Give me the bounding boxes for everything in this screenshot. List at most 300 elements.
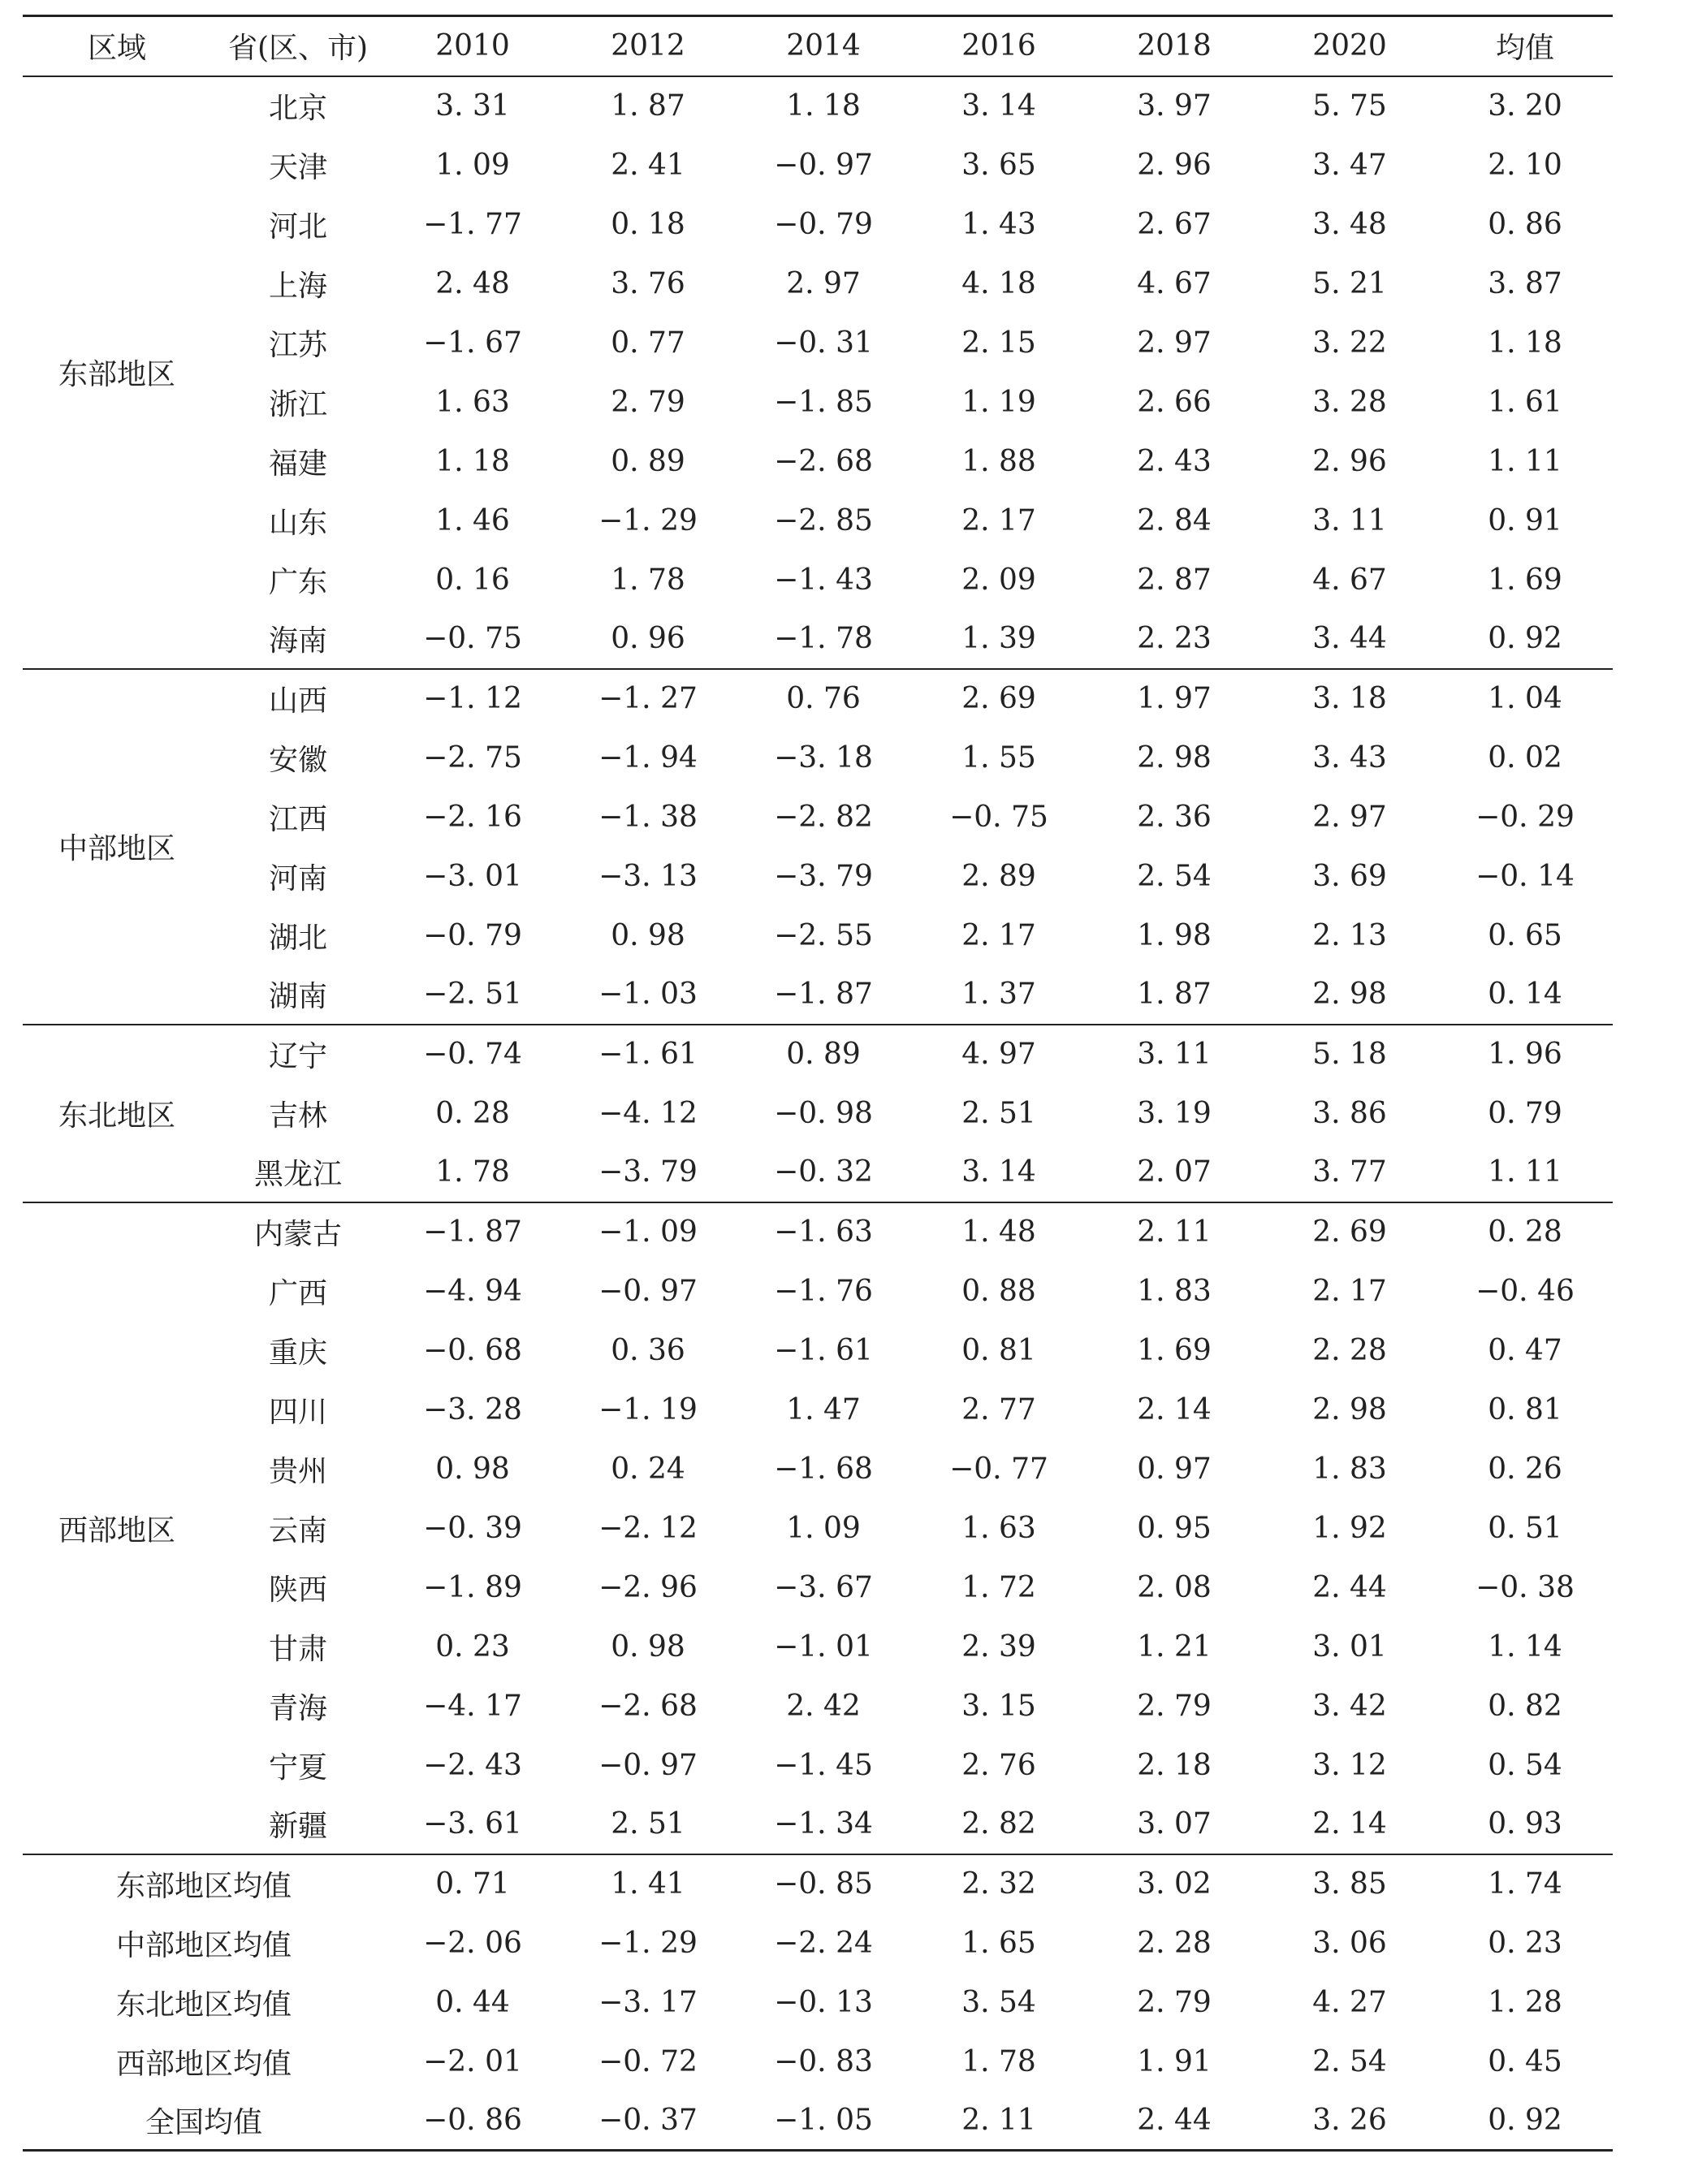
table-row xyxy=(23,1321,1613,1380)
value-cell: 0. 02 xyxy=(1488,740,1562,775)
value-cell: 2. 41 xyxy=(611,148,685,182)
value-cell: 0. 71 xyxy=(385,1854,560,1914)
value-cell: 2. 98 xyxy=(1137,740,1212,775)
value-cell: 2. 97 xyxy=(786,266,861,300)
value-cell: 3. 26 xyxy=(1262,2091,1437,2151)
value-cell: 1. 97 xyxy=(1087,669,1262,728)
value-cell: −0. 74 xyxy=(385,1025,560,1084)
value-cell: 2. 15 xyxy=(961,326,1036,360)
value-cell: 2. 08 xyxy=(1137,1570,1212,1604)
value-cell: 0. 65 xyxy=(1488,918,1562,952)
value-cell: 1. 92 xyxy=(1312,1511,1387,1545)
value-cell: 0. 81 xyxy=(961,1333,1036,1367)
value-cell: 0. 88 xyxy=(961,1274,1036,1308)
table-row xyxy=(23,1262,1613,1321)
value-cell: −0. 14 xyxy=(1475,859,1575,893)
value-cell: 2. 14 xyxy=(1137,1392,1212,1427)
table-row xyxy=(23,254,1613,313)
value-cell: 0. 93 xyxy=(1488,1807,1562,1841)
table-row xyxy=(23,373,1613,432)
summary-label: 全国均值 xyxy=(23,2091,385,2151)
value-cell: 1. 91 xyxy=(1137,2044,1212,2078)
summary-label: 东北地区均值 xyxy=(115,1988,292,2022)
province-name: 内蒙古 xyxy=(211,1202,385,1262)
value-cell: 1. 83 xyxy=(1312,1452,1387,1486)
value-cell: 3. 47 xyxy=(1312,148,1387,182)
value-cell: 2. 11 xyxy=(1087,1202,1262,1262)
value-cell: 2. 87 xyxy=(1137,563,1212,597)
value-cell: 2. 28 xyxy=(1137,1926,1212,1960)
value-cell: 1. 37 xyxy=(961,978,1036,1011)
value-cell: 3. 44 xyxy=(1312,622,1387,655)
value-cell: 2. 10 xyxy=(1488,148,1562,182)
province-name: 北京 xyxy=(211,76,385,136)
value-cell: 3. 19 xyxy=(1137,1096,1212,1130)
province-name: 安徽 xyxy=(268,743,327,777)
value-cell: 0. 45 xyxy=(1488,2044,1562,2078)
value-cell: −4. 94 xyxy=(423,1274,522,1308)
value-cell: −1. 09 xyxy=(560,1202,736,1262)
value-cell: 1. 98 xyxy=(1137,918,1212,952)
value-cell: 2. 17 xyxy=(961,918,1036,952)
value-cell: 3. 11 xyxy=(1312,503,1387,537)
value-cell: 1. 88 xyxy=(961,444,1036,478)
value-cell: 2. 98 xyxy=(1312,978,1387,1011)
value-cell: 0. 98 xyxy=(611,1629,685,1664)
value-cell: −1. 45 xyxy=(774,1748,873,1782)
value-cell: 2. 84 xyxy=(1137,503,1212,537)
value-cell: 2. 54 xyxy=(1137,859,1212,893)
value-cell: −0. 13 xyxy=(774,1985,873,2019)
province-name: 云南 xyxy=(268,1513,327,1547)
value-cell: 0. 16 xyxy=(435,563,510,597)
value-cell: 2. 09 xyxy=(961,563,1036,597)
value-cell: 0. 54 xyxy=(1488,1748,1562,1782)
value-cell: −1. 29 xyxy=(598,1926,698,1960)
value-cell: −2. 85 xyxy=(774,503,873,537)
value-cell: −3. 61 xyxy=(423,1807,522,1841)
value-cell: −1. 94 xyxy=(598,740,698,775)
province-name: 广东 xyxy=(268,565,327,599)
value-cell: 1. 46 xyxy=(435,503,510,537)
value-cell: −2. 12 xyxy=(598,1511,698,1545)
value-cell: 2. 69 xyxy=(911,669,1087,728)
value-cell: 2. 32 xyxy=(911,1854,1087,1914)
value-cell: 1. 19 xyxy=(961,385,1036,419)
value-cell: 1. 47 xyxy=(786,1392,861,1427)
province-name: 江西 xyxy=(268,802,327,836)
value-cell: 3. 12 xyxy=(1312,1748,1387,1782)
value-cell: 0. 91 xyxy=(1488,503,1562,537)
value-cell: −3. 17 xyxy=(598,1985,698,2019)
value-cell: −2. 68 xyxy=(598,1689,698,1723)
province-name: 贵州 xyxy=(268,1454,327,1488)
value-cell: 3. 06 xyxy=(1312,1926,1387,1960)
value-cell: −0. 79 xyxy=(774,207,873,241)
province-name: 重庆 xyxy=(268,1336,327,1370)
value-cell: 2. 44 xyxy=(1312,1570,1387,1604)
value-cell: 1. 09 xyxy=(786,1511,861,1545)
table-row xyxy=(23,1143,1613,1202)
table-row xyxy=(23,1677,1613,1736)
value-cell: 3. 65 xyxy=(961,148,1036,182)
value-cell: 0. 24 xyxy=(611,1452,685,1486)
value-cell: 2. 44 xyxy=(1087,2091,1262,2151)
value-cell: 3. 97 xyxy=(1087,76,1262,136)
value-cell: 1. 69 xyxy=(1137,1333,1212,1367)
value-cell: 1. 11 xyxy=(1488,444,1562,478)
value-cell: −1. 43 xyxy=(774,563,873,597)
value-cell: −1. 67 xyxy=(423,326,522,360)
table-row xyxy=(23,1025,1613,1084)
value-cell: 1. 78 xyxy=(611,563,685,597)
value-cell: 3. 14 xyxy=(911,76,1087,136)
table-row xyxy=(23,1795,1613,1854)
value-cell: −0. 75 xyxy=(423,622,522,655)
value-cell: −1. 03 xyxy=(598,978,698,1011)
value-cell: −1. 19 xyxy=(598,1392,698,1427)
value-cell: 2. 51 xyxy=(961,1096,1036,1130)
value-cell: 2. 67 xyxy=(1137,207,1212,241)
value-cell: 2. 97 xyxy=(1312,800,1387,834)
value-cell: 1. 41 xyxy=(560,1854,736,1914)
summary-row xyxy=(23,1973,1613,2032)
value-cell: 0. 89 xyxy=(611,444,685,478)
value-cell: 2. 96 xyxy=(1312,444,1387,478)
value-cell: 0. 47 xyxy=(1488,1333,1562,1367)
table-row xyxy=(23,550,1613,610)
value-cell: 3. 02 xyxy=(1087,1854,1262,1914)
value-cell: 4. 67 xyxy=(1137,266,1212,300)
province-name: 新疆 xyxy=(268,1810,327,1843)
value-cell: 0. 79 xyxy=(1488,1096,1562,1130)
value-cell: 1. 87 xyxy=(560,76,736,136)
value-cell: 0. 92 xyxy=(1488,622,1562,655)
value-cell: 3. 15 xyxy=(961,1689,1036,1723)
header-cell: 2016 xyxy=(911,16,1087,76)
region-label: 东北地区 xyxy=(23,1025,211,1202)
value-cell: 2. 89 xyxy=(961,859,1036,893)
value-cell: 2. 11 xyxy=(911,2091,1087,2151)
value-cell: 1. 96 xyxy=(1437,1025,1613,1084)
value-cell: 3. 14 xyxy=(961,1155,1036,1189)
province-name: 甘肃 xyxy=(268,1632,327,1666)
header-cell: 省(区、市) xyxy=(211,16,385,76)
value-cell: −0. 32 xyxy=(774,1155,873,1189)
value-cell: 5. 18 xyxy=(1262,1025,1437,1084)
summary-row xyxy=(23,2091,1613,2151)
value-cell: 1. 39 xyxy=(961,622,1036,655)
table-row xyxy=(23,1439,1613,1499)
value-cell: 3. 42 xyxy=(1312,1689,1387,1723)
value-cell: 1. 83 xyxy=(1137,1274,1212,1308)
value-cell: 0. 51 xyxy=(1488,1511,1562,1545)
value-cell: 0. 18 xyxy=(611,207,685,241)
value-cell: 0. 36 xyxy=(611,1333,685,1367)
value-cell: −2. 96 xyxy=(598,1570,698,1604)
value-cell: 0. 86 xyxy=(1488,207,1562,241)
table-row xyxy=(23,1558,1613,1617)
table-row xyxy=(23,136,1613,195)
header-cell: 均值 xyxy=(1437,16,1613,76)
value-cell: −0. 37 xyxy=(560,2091,736,2151)
value-cell: 2. 51 xyxy=(611,1807,685,1841)
table-row xyxy=(23,432,1613,491)
value-cell: 2. 42 xyxy=(786,1689,861,1723)
summary-label: 东部地区均值 xyxy=(23,1854,385,1914)
value-cell: −1. 01 xyxy=(774,1629,873,1664)
value-cell: −0. 38 xyxy=(1475,1570,1575,1604)
value-cell: 2. 17 xyxy=(1312,1274,1387,1308)
value-cell: −3. 67 xyxy=(774,1570,873,1604)
value-cell: −0. 79 xyxy=(423,918,522,952)
value-cell: 0. 26 xyxy=(1488,1452,1562,1486)
province-name: 河北 xyxy=(268,209,327,244)
header-cell: 2010 xyxy=(385,16,560,76)
value-cell: −0. 97 xyxy=(598,1748,698,1782)
value-cell: 2. 07 xyxy=(1137,1155,1212,1189)
value-cell: 5. 75 xyxy=(1262,76,1437,136)
value-cell: 2. 66 xyxy=(1137,385,1212,419)
value-cell: −0. 97 xyxy=(598,1274,698,1308)
summary-label: 西部地区均值 xyxy=(115,2047,292,2081)
table-row xyxy=(23,313,1613,373)
value-cell: −1. 68 xyxy=(774,1452,873,1486)
value-cell: −1. 29 xyxy=(598,503,698,537)
province-name: 湖南 xyxy=(268,980,327,1013)
value-cell: 2. 28 xyxy=(1312,1333,1387,1367)
value-cell: −1. 61 xyxy=(560,1025,736,1084)
value-cell: 2. 54 xyxy=(1312,2044,1387,2078)
summary-label: 中部地区均值 xyxy=(115,1928,292,1962)
value-cell: −2. 06 xyxy=(423,1926,522,1960)
header-cell: 2014 xyxy=(736,16,911,76)
province-name: 辽宁 xyxy=(211,1025,385,1084)
table-row xyxy=(23,1380,1613,1439)
table-row xyxy=(23,965,1613,1025)
value-cell: −4. 12 xyxy=(598,1096,698,1130)
value-cell: 0. 23 xyxy=(435,1629,510,1664)
value-cell: 2. 69 xyxy=(1262,1202,1437,1262)
table-row xyxy=(23,1499,1613,1558)
value-cell: 0. 28 xyxy=(1437,1202,1613,1262)
value-cell: 2. 39 xyxy=(961,1629,1036,1664)
value-cell: −0. 39 xyxy=(423,1511,522,1545)
value-cell: 2. 96 xyxy=(1137,148,1212,182)
value-cell: 2. 79 xyxy=(611,385,685,419)
value-cell: 1. 69 xyxy=(1488,563,1562,597)
value-cell: 1. 18 xyxy=(435,444,510,478)
summary-row xyxy=(23,2032,1613,2091)
value-cell: 2. 98 xyxy=(1312,1392,1387,1427)
province-name: 宁夏 xyxy=(268,1750,327,1785)
value-cell: 2. 48 xyxy=(435,266,510,300)
value-cell: 1. 74 xyxy=(1437,1854,1613,1914)
value-cell: −0. 97 xyxy=(774,148,873,182)
province-name: 吉林 xyxy=(268,1098,327,1133)
value-cell: −3. 13 xyxy=(598,859,698,893)
value-cell: −1. 85 xyxy=(774,385,873,419)
value-cell: 4. 18 xyxy=(961,266,1036,300)
value-cell: 3. 85 xyxy=(1262,1854,1437,1914)
value-cell: 2. 43 xyxy=(1137,444,1212,478)
province-name: 河南 xyxy=(268,861,327,896)
table-row xyxy=(23,728,1613,788)
value-cell: −2. 16 xyxy=(423,800,522,834)
province-name: 江苏 xyxy=(268,328,327,362)
value-cell: 3. 18 xyxy=(1262,669,1437,728)
value-cell: −1. 05 xyxy=(736,2091,911,2151)
value-cell: 1. 55 xyxy=(961,740,1036,775)
value-cell: −3. 28 xyxy=(423,1392,522,1427)
header-row xyxy=(23,16,1613,76)
value-cell: −1. 87 xyxy=(774,978,873,1011)
value-cell: −2. 43 xyxy=(423,1748,522,1782)
value-cell: 3. 48 xyxy=(1312,207,1387,241)
province-name: 四川 xyxy=(268,1395,327,1429)
value-cell: 0. 77 xyxy=(611,326,685,360)
value-cell: −2. 24 xyxy=(774,1926,873,1960)
value-cell: −1. 27 xyxy=(560,669,736,728)
value-cell: 0. 89 xyxy=(736,1025,911,1084)
value-cell: −0. 98 xyxy=(774,1096,873,1130)
province-name: 浙江 xyxy=(268,387,327,421)
province-name: 广西 xyxy=(268,1276,327,1310)
table-row xyxy=(23,906,1613,965)
value-cell: −4. 17 xyxy=(423,1689,522,1723)
value-cell: −2. 51 xyxy=(423,978,522,1011)
summary-row xyxy=(23,1854,1613,1914)
table-row xyxy=(23,1736,1613,1795)
province-name: 黑龙江 xyxy=(253,1158,342,1191)
value-cell: 2. 14 xyxy=(1312,1807,1387,1841)
province-name: 上海 xyxy=(268,269,327,303)
value-cell: −1. 63 xyxy=(736,1202,911,1262)
value-cell: 3. 77 xyxy=(1312,1155,1387,1189)
value-cell: 1. 43 xyxy=(961,207,1036,241)
value-cell: −3. 79 xyxy=(598,1155,698,1189)
value-cell: 1. 72 xyxy=(961,1570,1036,1604)
value-cell: 4. 67 xyxy=(1312,563,1387,597)
value-cell: 2. 76 xyxy=(961,1748,1036,1782)
value-cell: −0. 46 xyxy=(1475,1274,1575,1308)
value-cell: 2. 13 xyxy=(1312,918,1387,952)
table-row xyxy=(23,1617,1613,1677)
value-cell: 0. 23 xyxy=(1488,1926,1562,1960)
header-cell: 2012 xyxy=(560,16,736,76)
region-label: 中部地区 xyxy=(23,669,211,1025)
value-cell: 0. 82 xyxy=(1488,1689,1562,1723)
value-cell: −2. 82 xyxy=(774,800,873,834)
value-cell: 2. 79 xyxy=(1137,1689,1212,1723)
value-cell: −1. 77 xyxy=(423,207,522,241)
value-cell: 3. 76 xyxy=(611,266,685,300)
value-cell: −1. 34 xyxy=(774,1807,873,1841)
value-cell: 0. 96 xyxy=(611,622,685,655)
value-cell: −1. 12 xyxy=(385,669,560,728)
value-cell: −1. 89 xyxy=(423,1570,522,1604)
value-cell: −1. 61 xyxy=(774,1333,873,1367)
value-cell: −1. 38 xyxy=(598,800,698,834)
value-cell: 3. 54 xyxy=(961,1985,1036,2019)
value-cell: 2. 36 xyxy=(1137,800,1212,834)
value-cell: −3. 79 xyxy=(774,859,873,893)
value-cell: 2. 23 xyxy=(1137,622,1212,655)
value-cell: 0. 28 xyxy=(435,1096,510,1130)
value-cell: 0. 95 xyxy=(1137,1511,1212,1545)
value-cell: 2. 97 xyxy=(1137,326,1212,360)
value-cell: 1. 18 xyxy=(1488,326,1562,360)
value-cell: 3. 31 xyxy=(385,76,560,136)
value-cell: −0. 85 xyxy=(736,1854,911,1914)
value-cell: −0. 29 xyxy=(1475,800,1575,834)
value-cell: −0. 77 xyxy=(949,1452,1048,1486)
data-table xyxy=(23,15,1613,2152)
table-row xyxy=(23,76,1613,136)
value-cell: 1. 04 xyxy=(1437,669,1613,728)
value-cell: −0. 83 xyxy=(774,2044,873,2078)
value-cell: 1. 21 xyxy=(1137,1629,1212,1664)
value-cell: 3. 22 xyxy=(1312,326,1387,360)
value-cell: 1. 11 xyxy=(1488,1155,1562,1189)
table-row xyxy=(23,669,1613,728)
value-cell: 2. 77 xyxy=(961,1392,1036,1427)
value-cell: 3. 43 xyxy=(1312,740,1387,775)
value-cell: 4. 97 xyxy=(911,1025,1087,1084)
value-cell: 1. 61 xyxy=(1488,385,1562,419)
table-row xyxy=(23,847,1613,906)
summary-row xyxy=(23,1914,1613,1973)
value-cell: 1. 63 xyxy=(435,385,510,419)
province-name: 海南 xyxy=(268,624,327,658)
value-cell: −3. 18 xyxy=(774,740,873,775)
value-cell: 2. 79 xyxy=(1137,1985,1212,2019)
value-cell: 1. 65 xyxy=(961,1926,1036,1960)
value-cell: 3. 86 xyxy=(1312,1096,1387,1130)
value-cell: 1. 87 xyxy=(1137,978,1212,1011)
value-cell: 4. 27 xyxy=(1312,1985,1387,2019)
value-cell: 5. 21 xyxy=(1312,266,1387,300)
value-cell: 3. 01 xyxy=(1312,1629,1387,1664)
table-row xyxy=(23,491,1613,550)
value-cell: −0. 86 xyxy=(385,2091,560,2151)
table-row xyxy=(23,1202,1613,1262)
value-cell: −1. 87 xyxy=(385,1202,560,1262)
value-cell: 1. 18 xyxy=(736,76,911,136)
value-cell: −2. 75 xyxy=(423,740,522,775)
value-cell: 3. 07 xyxy=(1137,1807,1212,1841)
province-name: 山东 xyxy=(268,506,327,540)
value-cell: 1. 48 xyxy=(911,1202,1087,1262)
value-cell: −2. 01 xyxy=(423,2044,522,2078)
province-name: 湖北 xyxy=(268,921,327,955)
value-cell: 2. 82 xyxy=(961,1807,1036,1841)
value-cell: 1. 28 xyxy=(1488,1985,1562,2019)
value-cell: 3. 20 xyxy=(1437,76,1613,136)
value-cell: 0. 81 xyxy=(1488,1392,1562,1427)
value-cell: 2. 17 xyxy=(961,503,1036,537)
value-cell: 3. 11 xyxy=(1087,1025,1262,1084)
value-cell: 1. 78 xyxy=(435,1155,510,1189)
value-cell: 3. 87 xyxy=(1488,266,1562,300)
value-cell: 0. 14 xyxy=(1488,978,1562,1011)
value-cell: 1. 14 xyxy=(1488,1629,1562,1664)
header-cell: 2020 xyxy=(1262,16,1437,76)
table-row xyxy=(23,788,1613,847)
province-name: 青海 xyxy=(268,1691,327,1725)
value-cell: 1. 09 xyxy=(435,148,510,182)
table-row xyxy=(23,195,1613,254)
